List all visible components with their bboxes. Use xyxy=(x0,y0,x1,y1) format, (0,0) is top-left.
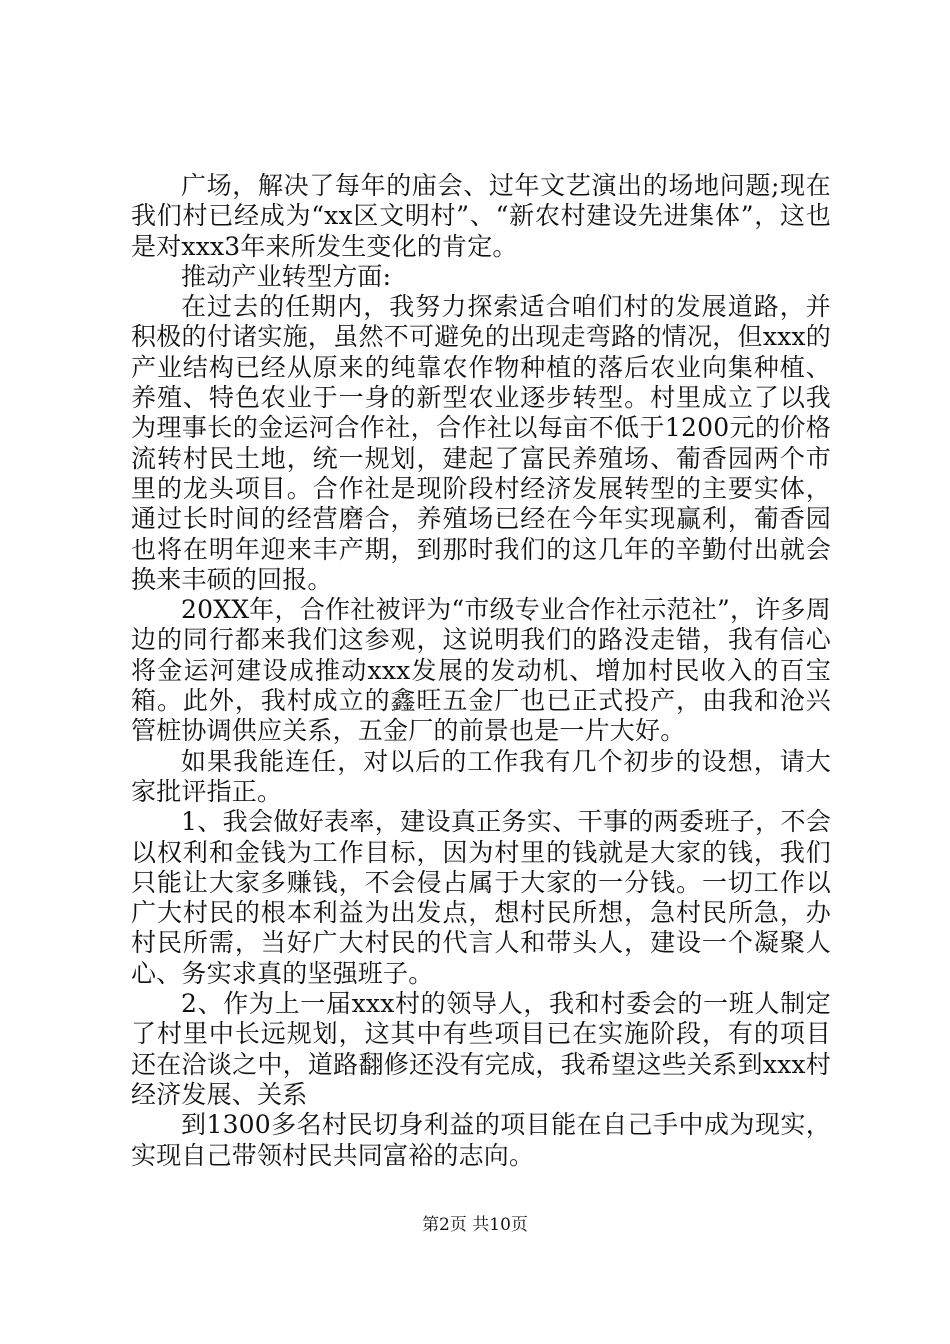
paragraph-plan-item-2: 2、作为上一届xxx村的领导人，我和村委会的一班人制定了村里中长远规划，这其中有些项目已在实施阶段，有的项目还在洽谈之中，道路翻修还没有完成，我希望这些关系到xxx村经济发展、关系 xyxy=(131,989,831,1109)
paragraph-cooperative-development: 在过去的任期内，我努力探索适合咱们村的发展道路，并积极的付诸实施，虽然不可避免的出现走弯路的情况，但xxx的产业结构已经从原来的纯靠农作物种植的落后农业向集种植、养殖、特色农业于一身的新型农业逐步转型。村里成立了以我为理事长的金运河合作社，合作社以每亩不低于1200元的价格流转村民土地，统一规划，建起了富民养殖场、葡香园两个市里的龙头项目。合作社是现阶段村经济发展转型的主要实体，通过长时间的经营磨合，养殖场已经在今年实现赢利，葡香园也将在明年迎来丰产期，到那时我们的这几年的辛勤付出就会换来丰硕的回报。 xyxy=(131,292,831,594)
paragraph-plan-item-1: 1、我会做好表率，建设真正务实、干事的两委班子，不会以权利和金钱为工作目标，因为村里的钱就是大家的钱，我们只能让大家多赚钱，不会侵占属于大家的一分钱。一切工作以广大村民的根本利益为出发点，想村民所想，急村民所急，办村民所需，当好广大村民的代言人和带头人，建设一个凝聚人心、务实求真的坚强班子。 xyxy=(131,807,831,988)
paragraph-demonstration-cooperative: 20XX年，合作社被评为“市级专业合作社示范社”，许多周边的同行都来我们这参观，这说明我们的路没走错，我有信心将金运河建设成推动xxx发展的发动机、增加村民收入的百宝箱。此外，我村成立的鑫旺五金厂也已正式投产，由我和沧兴管桩协调供应关系，五金厂的前景也是一片大好。 xyxy=(131,595,831,746)
paragraph-plan-item-2-continued: 到1300多名村民切身利益的项目能在自己手中成为现实，实现自己带领村民共同富裕的志向。 xyxy=(131,1110,831,1170)
document-body xyxy=(131,171,831,1171)
paragraph-square-civilized-village: 广场，解决了每年的庙会、过年文艺演出的场地问题;现在我们村已经成为“xx区文明村”、“新农村建设先进集体”，这也是对xxx3年来所发生变化的肯定。 xyxy=(131,171,831,261)
paragraph-industry-transformation-heading: 推动产业转型方面: xyxy=(181,261,392,291)
page-number-footer: 第2页 共10页 xyxy=(422,1215,528,1235)
paragraph-future-plans-intro: 如果我能连任，对以后的工作我有几个初步的设想，请大家批评指正。 xyxy=(131,746,831,806)
